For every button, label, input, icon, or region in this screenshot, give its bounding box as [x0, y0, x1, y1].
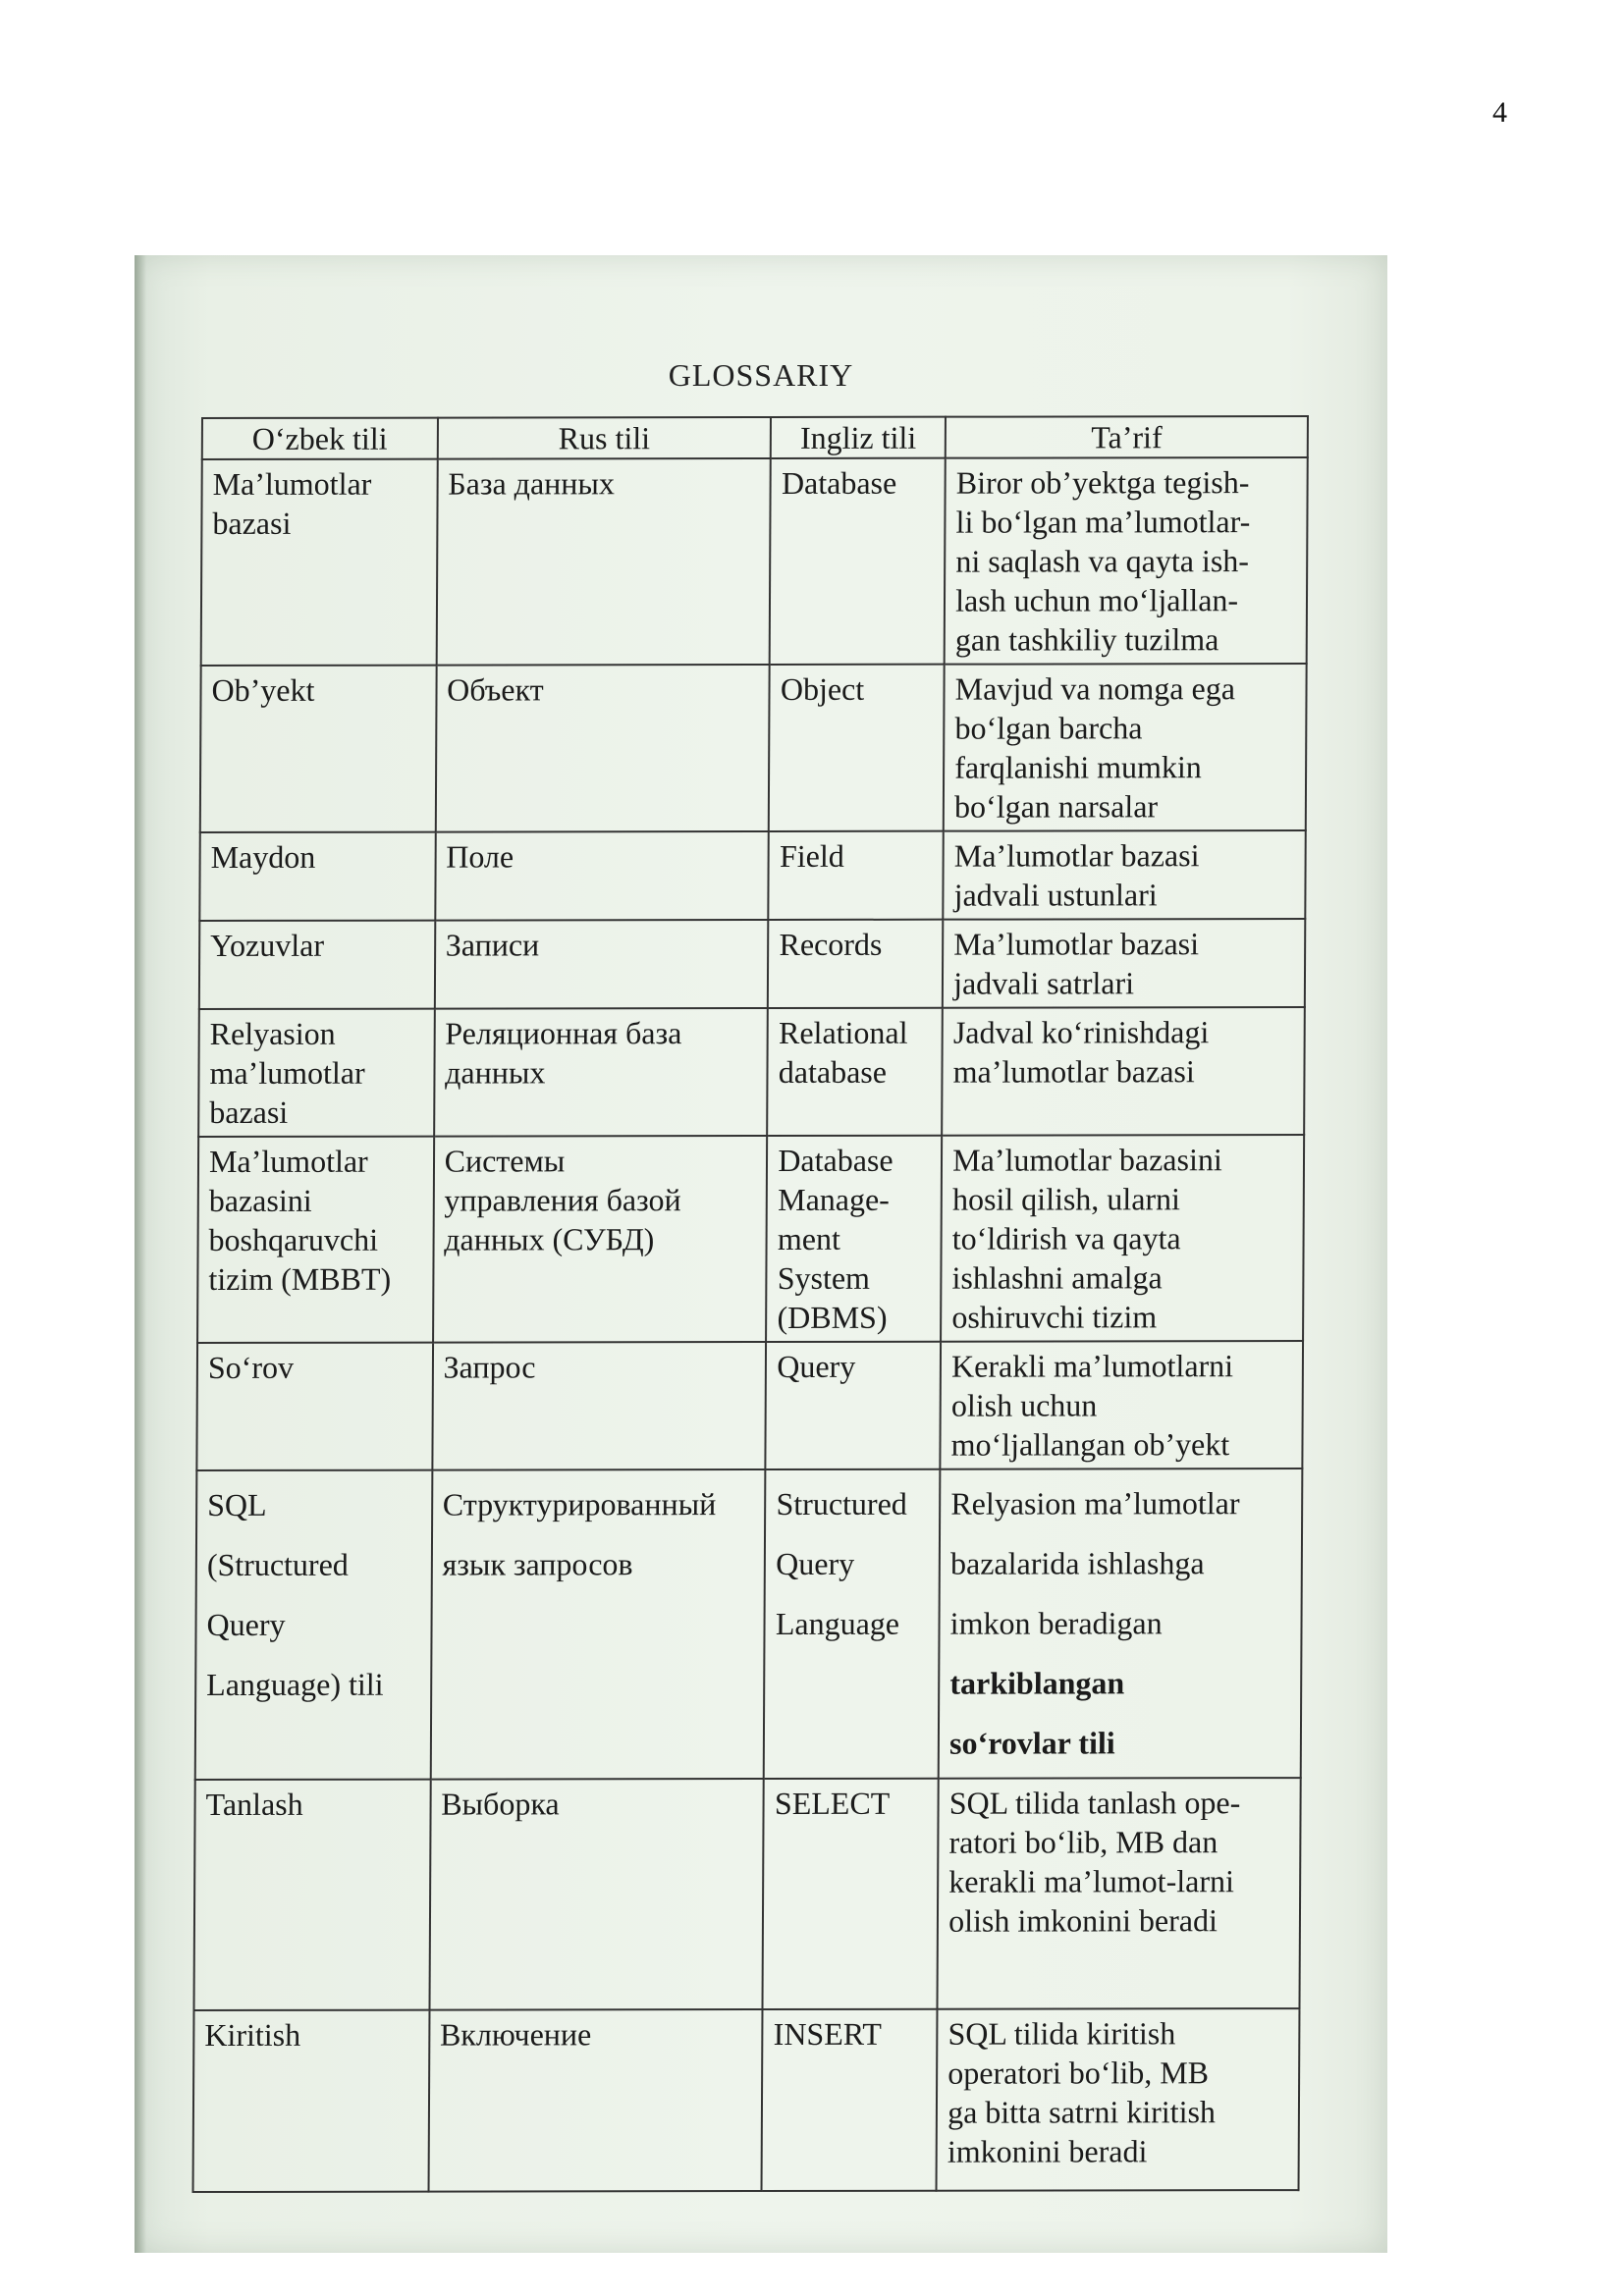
- definition-text: Biror ob’yektga tegish- li bo‘lgan ma’lumotlar- ni saqlash va qayta ish- lash uchun mo‘ljallan- gan tashkiliy tuzilma: [954, 464, 1251, 658]
- table-row: [199, 919, 1305, 1009]
- definition-text: Ma’lumotlar bazasi jadvali ustunlari: [953, 837, 1200, 913]
- table-row: [194, 1778, 1301, 2010]
- cell-uzbek: Ob’yekt: [200, 666, 437, 832]
- cell-english: Query: [766, 1342, 942, 1469]
- cell-russian: База данных: [436, 458, 771, 666]
- cell-english: Object: [769, 665, 945, 831]
- definition-bold-text: tarkiblangan so‘rovlar tili: [949, 1665, 1125, 1761]
- cell-definition: [942, 1007, 1304, 1136]
- cell-english: Structured Query Language: [764, 1469, 940, 1779]
- glossary-table: [192, 415, 1309, 2193]
- table-header-row: [202, 416, 1308, 459]
- table-row: [195, 1468, 1303, 1780]
- definition-text: SQL tilida kiritish operatori bo‘lib, MB ga bitta satrni kiritish imkonini beradi: [947, 2015, 1217, 2169]
- table-row: [200, 664, 1307, 832]
- cell-uzbek: So‘rov: [196, 1343, 432, 1470]
- table-row: [193, 2008, 1300, 2192]
- cell-uzbek: Relyasion ma’lumotlar bazasi: [198, 1009, 434, 1137]
- cell-russian: Выборка: [429, 1779, 764, 2010]
- cell-uzbek: Ma’lumotlar bazasini boshqaruvchi tizim (MBBT): [197, 1137, 434, 1343]
- cell-english: SELECT: [763, 1779, 939, 2009]
- cell-english: Records: [768, 920, 943, 1008]
- cell-uzbek: Tanlash: [194, 1780, 431, 2010]
- cell-russian: Записи: [434, 920, 768, 1009]
- table-row: [196, 1341, 1303, 1470]
- definition-text: Ma’lumotlar bazasini hosil qilish, ularni to‘ldirish va qayta ishlashni amalga oshiruvchi tizim: [951, 1142, 1222, 1335]
- table-row: [201, 457, 1308, 666]
- header-definition: Ta’rif: [946, 416, 1308, 458]
- cell-definition: [941, 1135, 1304, 1342]
- cell-russian: Системы управления базой данных (СУБД): [433, 1136, 768, 1343]
- cell-russian: Запрос: [432, 1342, 766, 1470]
- page-number: 4: [1492, 96, 1507, 129]
- definition-text: Ma’lumotlar bazasi jadvali satrlari: [953, 926, 1200, 1001]
- table-row: [197, 1135, 1304, 1343]
- cell-russian: Включение: [428, 2009, 763, 2192]
- cell-uzbek: SQL (Structured Query Language) tili: [195, 1470, 432, 1780]
- cell-english: Database: [770, 458, 946, 665]
- glossary-body: [193, 457, 1308, 2192]
- cell-english: Field: [769, 831, 944, 920]
- cell-definition: [943, 919, 1305, 1008]
- definition-text: Relyasion ma’lumotlar bazalarida ishlashga imkon beradigan: [949, 1485, 1240, 1641]
- cell-russian: Объект: [435, 665, 770, 832]
- definition-text: Jadval ko‘rinishdagi ma’lumotlar bazasi: [952, 1014, 1210, 1090]
- cell-definition: [945, 457, 1308, 665]
- header-russian: Rus tili: [437, 417, 771, 459]
- cell-definition: [937, 2008, 1300, 2191]
- definition-text: SQL tilida tanlash ope- ratori bo‘lib, MB dan kerakli ma’lumot-larni olish imkonini beradi: [948, 1785, 1241, 1939]
- cell-definition: [943, 830, 1305, 920]
- cell-uzbek: Kiritish: [193, 2010, 430, 2192]
- cell-definition: [939, 1468, 1302, 1779]
- table-row: [199, 830, 1305, 921]
- cell-definition: [938, 1778, 1301, 2009]
- header-english: Ingliz tili: [771, 417, 946, 458]
- cell-english: Database Manage- ment System (DBMS): [766, 1136, 942, 1342]
- cell-definition: [944, 664, 1307, 831]
- cell-russian: Реляционная база данных: [434, 1008, 768, 1137]
- cell-uzbek: Maydon: [199, 832, 435, 921]
- cell-uzbek: Yozuvlar: [199, 921, 435, 1009]
- header-uzbek: O‘zbek tili: [202, 418, 438, 459]
- table-row: [198, 1007, 1305, 1137]
- cell-definition: [941, 1341, 1303, 1469]
- cell-russian: Структурированный язык запросов: [430, 1469, 765, 1780]
- definition-text: Kerakli ma’lumotlarni olish uchun mo‘ljallangan ob’yekt: [950, 1348, 1234, 1463]
- definition-text: Mavjud va nomga ega bo‘lgan barcha farqlanishi mumkin bo‘lgan narsalar: [953, 670, 1236, 825]
- cell-english: Relational database: [768, 1008, 944, 1136]
- cell-english: INSERT: [762, 2009, 938, 2191]
- glossary-title: GLOSSARIY: [668, 357, 854, 393]
- cell-uzbek: Ma’lumotlar bazasi: [201, 459, 438, 666]
- cell-russian: Поле: [435, 831, 769, 921]
